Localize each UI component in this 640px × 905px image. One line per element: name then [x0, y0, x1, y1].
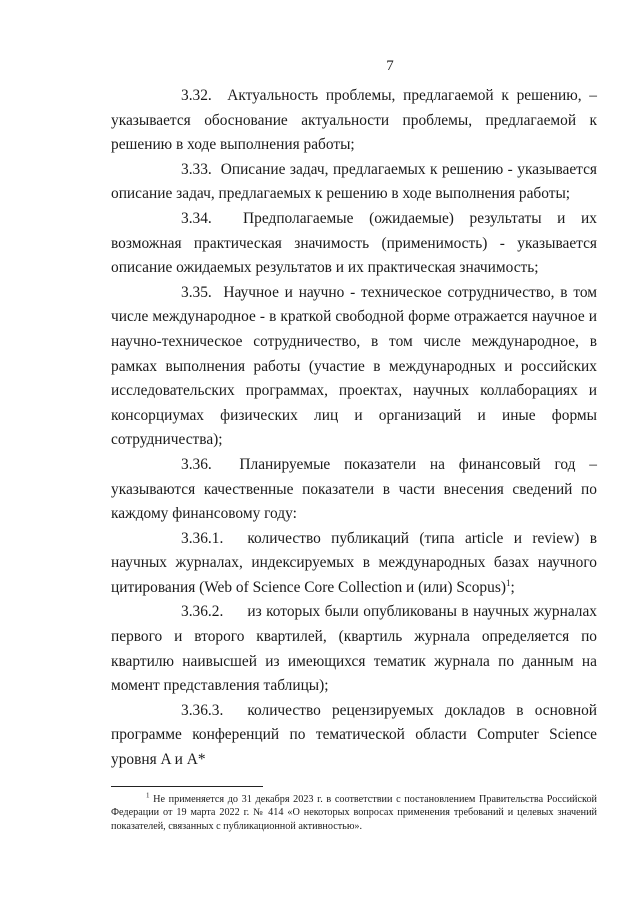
paragraph-text: количество публикаций (типа article и review) в научных журналах, индексируемых в международных базах научного цитирования (Web of Science Core Collection и (или) Scopus): [111, 529, 597, 596]
footnote-divider: [111, 786, 263, 787]
paragraph-text: Предполагаемые (ожидаемые) результаты и их возможная практическая значимость (применимость) - указывается описание ожидаемых результатов и их практическая значимость;: [111, 209, 597, 277]
paragraph-text: Научное и научно - техническое сотрудничество, в том числе международное - в краткой свободной форме отражается научное и научно-техническое сотрудничество, в том числе международное, в рамках выполнения работы (участие в международных и российских исследовательских программах, проектах, научных коллаборациях и консорциумах физических лиц и организаций и иные формы сотрудничества);: [111, 283, 597, 449]
footnote-text: Не применяется до 31 декабря 2023 г. в соответствии с постановлением Правительства Российской Федерации от 19 марта 2022 г. № 414 «О некоторых вопросах применения требований и целевых значений показателей, связанных с публикационной активностью».: [111, 794, 597, 832]
document-body: [111, 84, 597, 773]
footnote-marker: 1: [146, 791, 150, 800]
paragraph-3-36-3: [111, 699, 597, 773]
paragraph-number: 3.35.: [181, 283, 212, 301]
paragraph-text: Описание задач, предлагаемых к решению - указывается описание задач, предлагаемых к решению в ходе выполнения работы;: [111, 160, 597, 203]
paragraph-3-36: [111, 453, 597, 527]
paragraph-number: 3.36.: [181, 455, 212, 473]
paragraph-3-35: [111, 281, 597, 453]
paragraph-text: Планируемые показатели на финансовый год – указываются качественные показатели в части внесения сведений по каждому финансовому году:: [111, 455, 597, 523]
paragraph-text: Актуальность проблемы, предлагаемой к решению, – указывается обоснование актуальности проблемы, предлагаемой к решению в ходе выполнения работы;: [111, 87, 597, 154]
paragraph-3-33: [111, 158, 597, 207]
paragraph-number: 3.33.: [181, 160, 212, 178]
paragraph-number: 3.36.2.: [181, 603, 224, 621]
paragraph-number: 3.34.: [181, 209, 212, 227]
paragraph-number: 3.32.: [181, 87, 212, 104]
paragraph-3-36-1: [111, 527, 597, 601]
page-number: 7: [386, 58, 394, 74]
paragraph-text: количество рецензируемых докладов в основной программе конференций по тематической области Computer Science уровня A и A*: [111, 701, 597, 769]
paragraph-3-36-2: [111, 600, 597, 698]
paragraph-tail: ;: [510, 578, 515, 596]
footnote: [111, 793, 597, 833]
paragraph-number: 3.36.1.: [181, 529, 224, 547]
footnote-reference: 1: [505, 577, 511, 588]
paragraph-3-32: [111, 84, 597, 158]
paragraph-3-34: [111, 207, 597, 281]
paragraph-number: 3.36.3.: [181, 701, 224, 719]
paragraph-text: из которых были опубликованы в научных журналах первого и второго квартилей, (квартиль журнала определяется по квартилю наивысшей из имеющихся тематик журнала по данным на момент представления таблицы);: [111, 603, 597, 695]
